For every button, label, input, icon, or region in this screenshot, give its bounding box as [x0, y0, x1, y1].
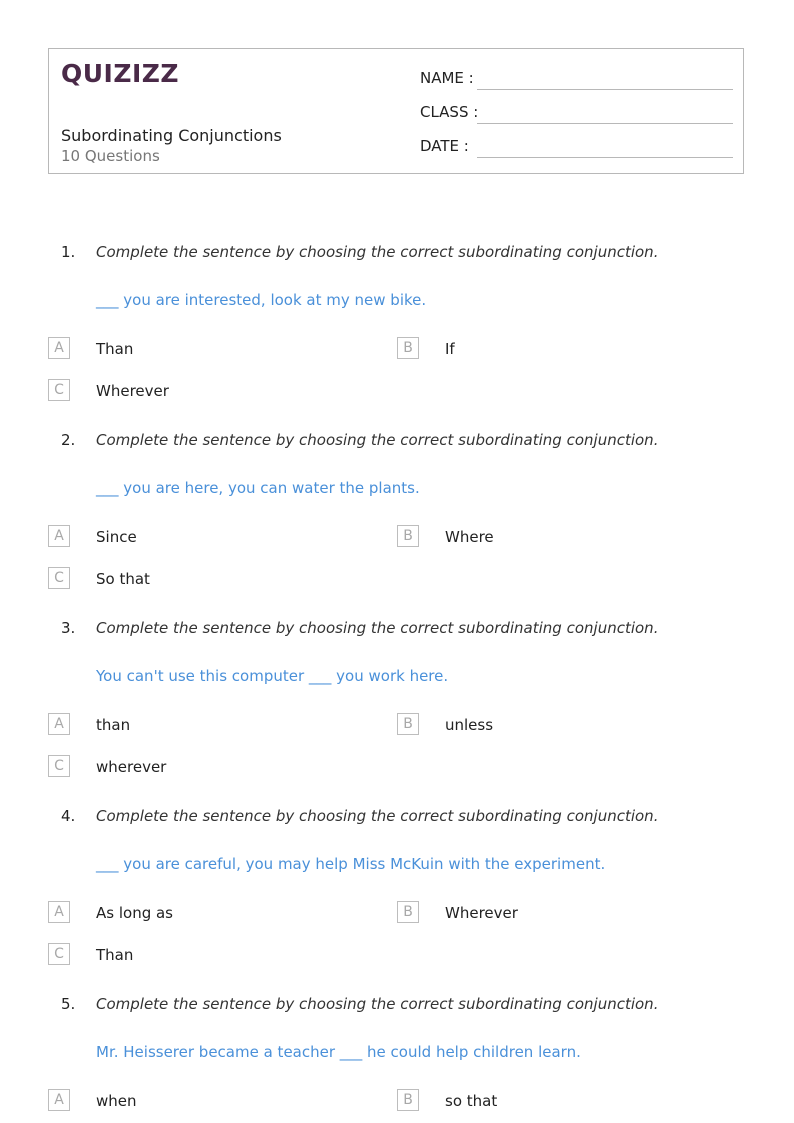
question-sentence: ___ you are here, you can water the plants. [96, 479, 420, 497]
question-prompt: Complete the sentence by choosing the correct subordinating conjunction. [96, 243, 659, 261]
question-sentence: Mr. Heisserer became a teacher ___ he could help children learn. [96, 1043, 581, 1061]
name-line [477, 89, 733, 90]
class-line [477, 123, 733, 124]
question-number: 3. [61, 619, 76, 637]
option-c-text[interactable]: Wherever [96, 382, 169, 400]
question-prompt: Complete the sentence by choosing the correct subordinating conjunction. [96, 431, 659, 449]
option-a-text[interactable]: than [96, 716, 131, 734]
name-label: NAME : [420, 69, 474, 87]
option-a-box[interactable]: A [48, 713, 70, 735]
worksheet-header [48, 48, 744, 174]
option-a-box[interactable]: A [48, 1089, 70, 1111]
question-number: 2. [61, 431, 76, 449]
option-a-text[interactable]: Than [96, 340, 134, 358]
worksheet-title: Subordinating Conjunctions [61, 126, 282, 145]
option-c-box[interactable]: C [48, 379, 70, 401]
option-a-box[interactable]: A [48, 901, 70, 923]
option-b-box[interactable]: B [397, 901, 419, 923]
question-sentence: ___ you are interested, look at my new bike. [96, 291, 427, 309]
date-label: DATE : [420, 137, 469, 155]
class-label: CLASS : [420, 103, 479, 121]
question-number: 4. [61, 807, 76, 825]
date-line [477, 157, 733, 158]
option-b-text[interactable]: unless [445, 716, 494, 734]
question-number: 5. [61, 995, 76, 1013]
option-b-box[interactable]: B [397, 525, 419, 547]
question-prompt: Complete the sentence by choosing the correct subordinating conjunction. [96, 619, 659, 637]
question-prompt: Complete the sentence by choosing the correct subordinating conjunction. [96, 807, 659, 825]
question-count: 10 Questions [61, 147, 160, 165]
option-c-box[interactable]: C [48, 567, 70, 589]
option-a-box[interactable]: A [48, 337, 70, 359]
option-c-box[interactable]: C [48, 755, 70, 777]
question-sentence: You can't use this computer ___ you work here. [96, 667, 449, 685]
question-sentence: ___ you are careful, you may help Miss McKuin with the experiment. [96, 855, 606, 873]
option-b-text[interactable]: so that [445, 1092, 498, 1110]
option-c-text[interactable]: wherever [96, 758, 167, 776]
option-b-box[interactable]: B [397, 1089, 419, 1111]
option-b-text[interactable]: Where [445, 528, 494, 546]
option-c-text[interactable]: So that [96, 570, 150, 588]
option-a-text[interactable]: As long as [96, 904, 173, 922]
question-number: 1. [61, 243, 76, 261]
option-b-box[interactable]: B [397, 337, 419, 359]
quizizz-logo: QUIZIZZ [61, 59, 180, 88]
question-prompt: Complete the sentence by choosing the correct subordinating conjunction. [96, 995, 659, 1013]
option-a-box[interactable]: A [48, 525, 70, 547]
option-a-text[interactable]: when [96, 1092, 137, 1110]
option-b-text[interactable]: If [445, 340, 455, 358]
option-a-text[interactable]: Since [96, 528, 137, 546]
option-c-text[interactable]: Than [96, 946, 134, 964]
option-c-box[interactable]: C [48, 943, 70, 965]
option-b-text[interactable]: Wherever [445, 904, 518, 922]
option-b-box[interactable]: B [397, 713, 419, 735]
